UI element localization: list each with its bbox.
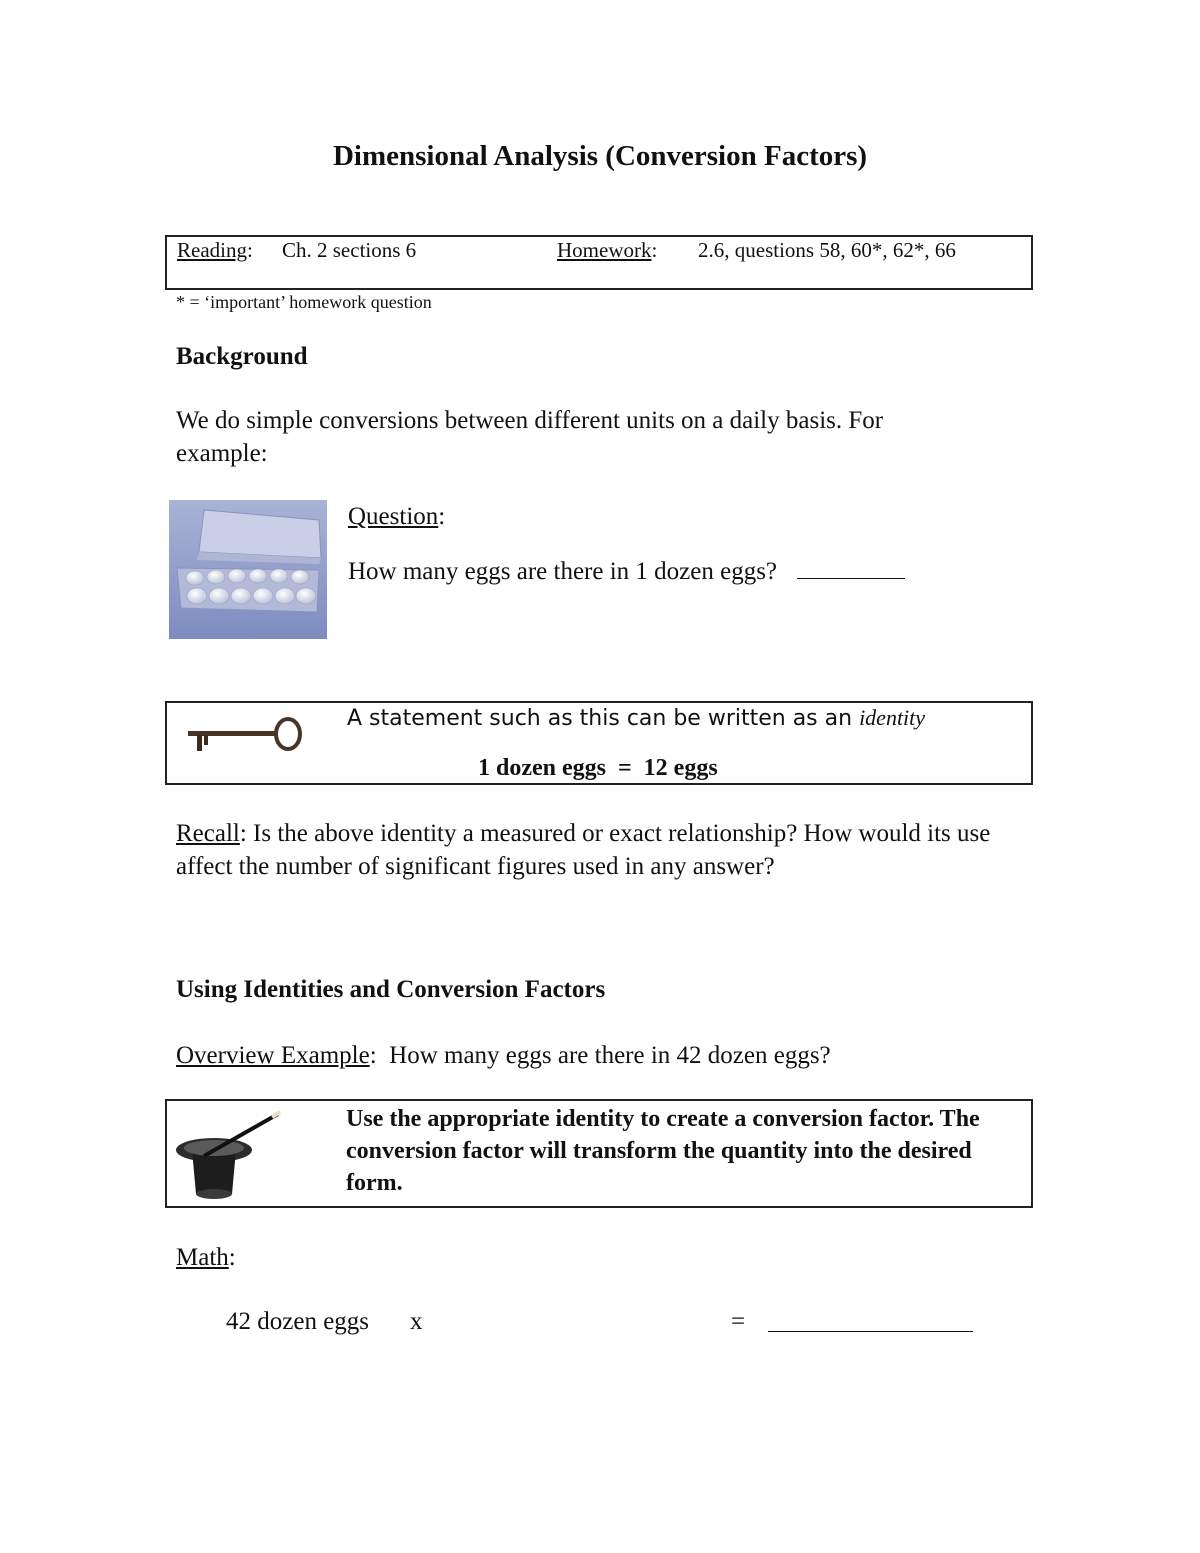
math-equals: = <box>731 1308 746 1335</box>
background-heading: Background <box>176 343 308 370</box>
answer-blank <box>797 558 905 579</box>
recall-label: Recall <box>176 820 240 847</box>
math-label-wrap: Math: <box>176 1244 236 1271</box>
recall-text: : Is the above identity a measured or exact relationship? How would its use affect the number of significant figures used in any answer? <box>176 820 991 880</box>
identity-statement <box>347 705 925 731</box>
question-label-wrap: Question: <box>348 503 446 530</box>
tip-text: Use the appropriate identity to create a conversion factor. The conversion factor will transform the quantity into the desired form. <box>346 1106 980 1196</box>
math-times: x <box>410 1308 423 1335</box>
question-label: Question <box>348 503 439 530</box>
homework-label-wrap: Homework: <box>557 238 658 262</box>
math-label: Math <box>176 1244 229 1271</box>
math-answer-blank <box>768 1311 973 1332</box>
page-title: Dimensional Analysis (Conversion Factors) <box>332 140 868 172</box>
magic-hat-icon <box>174 1108 284 1203</box>
reading-label: Reading <box>177 238 247 262</box>
key-icon <box>184 715 306 755</box>
background-paragraph: We do simple conversions between different units on a daily basis. For example: <box>176 407 884 467</box>
identity-equation: 1 dozen eggs = 12 eggs <box>478 755 718 781</box>
identity-emphasis: identity <box>859 705 926 730</box>
reading-label-wrap: Reading: <box>177 238 253 262</box>
overview-label: Overview Example <box>176 1042 370 1069</box>
question-line <box>348 555 905 588</box>
recall-paragraph <box>176 817 1006 883</box>
question-text: How many eggs are there in 1 dozen eggs? <box>348 558 778 585</box>
overview-line <box>176 1039 831 1072</box>
using-heading: Using Identities and Conversion Factors <box>176 976 606 1003</box>
egg-carton-image <box>169 500 327 639</box>
reading-value: Ch. 2 sections 6 <box>282 238 417 262</box>
identity-statement-text: A statement such as this can be written as an <box>347 706 853 731</box>
important-note: * = ‘important’ homework question <box>176 292 432 312</box>
homework-value: 2.6, questions 58, 60*, 62*, 66 <box>698 238 956 262</box>
homework-label: Homework <box>557 238 652 262</box>
math-quantity: 42 dozen eggs <box>226 1308 370 1335</box>
overview-text: : How many eggs are there in 42 dozen eggs? <box>369 1042 831 1069</box>
